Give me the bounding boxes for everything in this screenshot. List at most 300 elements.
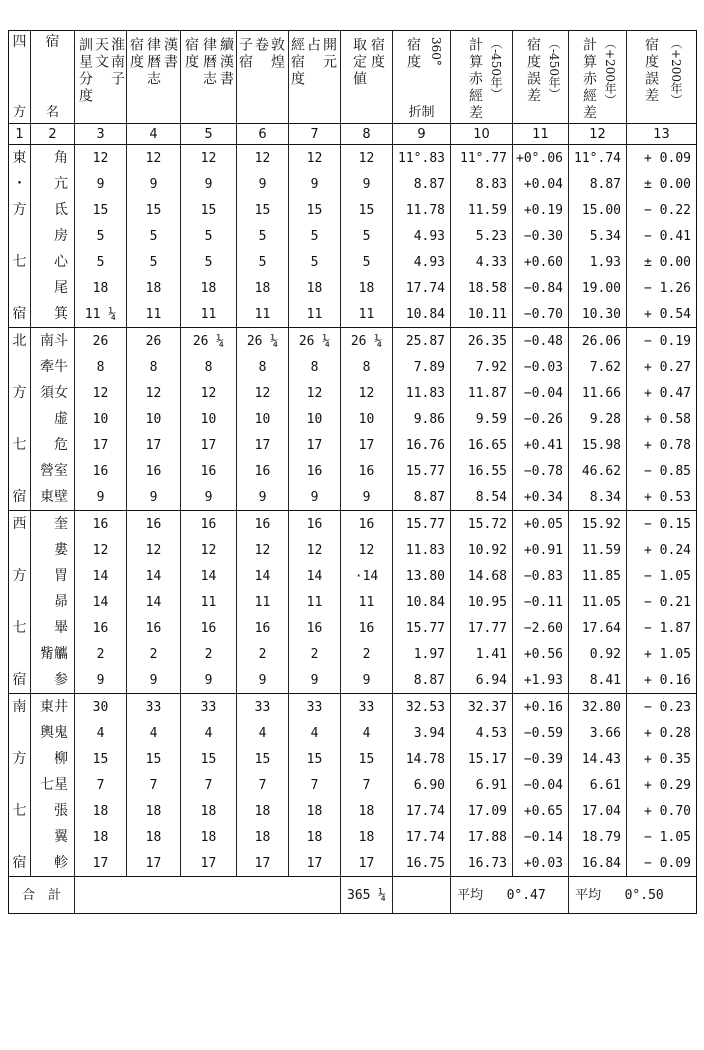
- value-cell-c8: 11: [341, 301, 393, 328]
- value-cell-c4: 4: [127, 720, 181, 746]
- lodge-name-cell: 東壁: [31, 484, 75, 511]
- value-cell-c6: 15: [237, 197, 289, 223]
- value-cell-c4: 18: [127, 824, 181, 850]
- value-cell-c10: 8.83: [451, 171, 513, 197]
- value-cell-c11: −2.60: [513, 615, 569, 641]
- value-cell-c5: 5: [181, 249, 237, 275]
- value-cell-c8: 5: [341, 223, 393, 249]
- value-cell-c8: 12: [341, 537, 393, 563]
- column-number: 13: [627, 124, 697, 145]
- lodge-name-cell: 觜觿: [31, 641, 75, 667]
- value-cell-c10: 11.87: [451, 380, 513, 406]
- value-cell-c5: 17: [181, 850, 237, 877]
- value-cell-c11: +0.03: [513, 850, 569, 877]
- direction-cell: 七: [9, 432, 31, 458]
- value-cell-c4: 5: [127, 223, 181, 249]
- value-cell-c6: 5: [237, 223, 289, 249]
- table-row: [9, 667, 697, 694]
- value-cell-c13: − 0.19: [627, 328, 697, 355]
- value-cell-c5: 7: [181, 772, 237, 798]
- lodge-name-cell: 張: [31, 798, 75, 824]
- header-360-conversion: 宿度 360° 折制: [393, 31, 451, 124]
- value-cell-c13: + 0.70: [627, 798, 697, 824]
- value-cell-c4: 12: [127, 145, 181, 172]
- value-cell-c9: 16.76: [393, 432, 451, 458]
- value-cell-c11: +0.04: [513, 171, 569, 197]
- value-cell-c9: 3.94: [393, 720, 451, 746]
- table-row: [9, 458, 697, 484]
- header-calc-ra-200: 計算赤經差 （+200年）: [569, 31, 627, 124]
- value-cell-c5: 33: [181, 694, 237, 721]
- value-cell-c7: 9: [289, 484, 341, 511]
- value-cell-c10: 6.94: [451, 667, 513, 694]
- value-cell-c11: −0.83: [513, 563, 569, 589]
- value-cell-c13: ± 0.00: [627, 249, 697, 275]
- value-cell-c4: 26: [127, 328, 181, 355]
- value-cell-c11: −0.14: [513, 824, 569, 850]
- lodge-name-cell: 南斗: [31, 328, 75, 355]
- avg-label-450: 平均: [457, 887, 484, 903]
- value-cell-c4: 17: [127, 850, 181, 877]
- value-cell-c12: 15.92: [569, 511, 627, 538]
- value-cell-c11: −0.48: [513, 328, 569, 355]
- value-cell-c8: 7: [341, 772, 393, 798]
- lodge-name-cell: 營室: [31, 458, 75, 484]
- value-cell-c12: 11.59: [569, 537, 627, 563]
- value-cell-c3: 16: [75, 511, 127, 538]
- value-cell-c7: 17: [289, 850, 341, 877]
- avg-value-200: 0°.50: [624, 887, 664, 903]
- value-cell-c6: 4: [237, 720, 289, 746]
- value-cell-c10: 7.92: [451, 354, 513, 380]
- value-cell-c13: − 0.41: [627, 223, 697, 249]
- value-cell-c11: +0.60: [513, 249, 569, 275]
- value-cell-c7: 11: [289, 589, 341, 615]
- value-cell-c7: 16: [289, 458, 341, 484]
- value-cell-c6: 16: [237, 511, 289, 538]
- value-cell-c10: 26.35: [451, 328, 513, 355]
- value-cell-c10: 16.65: [451, 432, 513, 458]
- column-number: 2: [31, 124, 75, 145]
- value-cell-c6: 26 ¼: [237, 328, 289, 355]
- table-row: [9, 432, 697, 458]
- value-cell-c7: 14: [289, 563, 341, 589]
- value-cell-c13: − 0.85: [627, 458, 697, 484]
- lodge-name-cell: 角: [31, 145, 75, 172]
- table-row: [9, 301, 697, 328]
- value-cell-c3: 12: [75, 145, 127, 172]
- value-cell-c8: ·14: [341, 563, 393, 589]
- value-cell-c11: +0.05: [513, 511, 569, 538]
- value-cell-c13: + 0.35: [627, 746, 697, 772]
- direction-cell: 七: [9, 615, 31, 641]
- value-cell-c7: 26 ¼: [289, 328, 341, 355]
- value-cell-c8: 9: [341, 484, 393, 511]
- value-cell-c6: 7: [237, 772, 289, 798]
- total-empty: [75, 877, 341, 914]
- table-row: [9, 772, 697, 798]
- value-cell-c4: 15: [127, 746, 181, 772]
- value-cell-c12: 17.64: [569, 615, 627, 641]
- lodge-name-cell: 昴: [31, 589, 75, 615]
- value-cell-c9: 13.80: [393, 563, 451, 589]
- value-cell-c12: 1.93: [569, 249, 627, 275]
- value-cell-c7: 10: [289, 406, 341, 432]
- value-cell-c5: 26 ¼: [181, 328, 237, 355]
- value-cell-c3: 16: [75, 458, 127, 484]
- value-cell-c3: 30: [75, 694, 127, 721]
- value-cell-c12: 16.84: [569, 850, 627, 877]
- value-cell-c13: + 0.28: [627, 720, 697, 746]
- direction-cell: 宿: [9, 301, 31, 328]
- value-cell-c7: 18: [289, 275, 341, 301]
- value-cell-c12: 18.79: [569, 824, 627, 850]
- value-cell-c10: 11°.77: [451, 145, 513, 172]
- column-number: 3: [75, 124, 127, 145]
- value-cell-c5: 11: [181, 301, 237, 328]
- value-cell-c5: 9: [181, 484, 237, 511]
- value-cell-c10: 4.53: [451, 720, 513, 746]
- direction-cell: [9, 275, 31, 301]
- header-calc-ra-450: 計算赤經差 （-450年）: [451, 31, 513, 124]
- table-row: [9, 380, 697, 406]
- column-number: 1: [9, 124, 31, 145]
- value-cell-c13: + 0.54: [627, 301, 697, 328]
- value-cell-c12: 6.61: [569, 772, 627, 798]
- direction-cell: 方: [9, 563, 31, 589]
- value-cell-c13: − 1.05: [627, 824, 697, 850]
- value-cell-c3: 5: [75, 223, 127, 249]
- value-cell-c3: 18: [75, 275, 127, 301]
- table-row: [9, 537, 697, 563]
- value-cell-c8: 15: [341, 197, 393, 223]
- value-cell-c11: −0.70: [513, 301, 569, 328]
- value-cell-c10: 9.59: [451, 406, 513, 432]
- value-cell-c9: 4.93: [393, 249, 451, 275]
- value-cell-c8: 17: [341, 850, 393, 877]
- value-cell-c10: 5.23: [451, 223, 513, 249]
- value-cell-c11: −0.30: [513, 223, 569, 249]
- direction-cell: [9, 824, 31, 850]
- value-cell-c9: 11°.83: [393, 145, 451, 172]
- lodge-name-cell: 虚: [31, 406, 75, 432]
- lodge-name-cell: 須女: [31, 380, 75, 406]
- table-row: [9, 694, 697, 721]
- table-row: [9, 197, 697, 223]
- value-cell-c12: 15.98: [569, 432, 627, 458]
- value-cell-c10: 15.17: [451, 746, 513, 772]
- value-cell-c5: 4: [181, 720, 237, 746]
- value-cell-c9: 11.78: [393, 197, 451, 223]
- value-cell-c6: 14: [237, 563, 289, 589]
- value-cell-c13: + 0.27: [627, 354, 697, 380]
- value-cell-c9: 15.77: [393, 511, 451, 538]
- value-cell-c5: 11: [181, 589, 237, 615]
- value-cell-c7: 2: [289, 641, 341, 667]
- value-cell-c3: 18: [75, 824, 127, 850]
- column-number: 9: [393, 124, 451, 145]
- value-cell-c4: 9: [127, 171, 181, 197]
- value-cell-c13: + 0.09: [627, 145, 697, 172]
- header-adopted-value: 宿度 取定値: [341, 31, 393, 124]
- value-cell-c10: 10.95: [451, 589, 513, 615]
- value-cell-c11: +0°.06: [513, 145, 569, 172]
- lodge-name-cell: 輿鬼: [31, 720, 75, 746]
- lodge-name-cell: 危: [31, 432, 75, 458]
- header-hanshu: 漢書 律暦志 宿度: [127, 31, 181, 124]
- table-row: [9, 171, 697, 197]
- value-cell-c10: 10.11: [451, 301, 513, 328]
- value-cell-c4: 33: [127, 694, 181, 721]
- value-cell-c6: 16: [237, 615, 289, 641]
- value-cell-c10: 6.91: [451, 772, 513, 798]
- table-row: [9, 615, 697, 641]
- value-cell-c9: 7.89: [393, 354, 451, 380]
- value-cell-c13: ± 0.00: [627, 171, 697, 197]
- value-cell-c7: 16: [289, 615, 341, 641]
- value-cell-c13: + 0.16: [627, 667, 697, 694]
- value-cell-c5: 5: [181, 223, 237, 249]
- value-cell-c9: 10.84: [393, 589, 451, 615]
- value-cell-c4: 16: [127, 615, 181, 641]
- table-row: [9, 223, 697, 249]
- value-cell-c13: − 1.26: [627, 275, 697, 301]
- header-huainanzi: 淮南子 天文 訓星分度: [75, 31, 127, 124]
- value-cell-c3: 9: [75, 484, 127, 511]
- value-cell-c12: 0.92: [569, 641, 627, 667]
- value-cell-c5: 9: [181, 171, 237, 197]
- value-cell-c7: 18: [289, 824, 341, 850]
- value-cell-c7: 5: [289, 249, 341, 275]
- value-cell-c10: 17.88: [451, 824, 513, 850]
- value-cell-c9: 17.74: [393, 798, 451, 824]
- value-cell-c4: 8: [127, 354, 181, 380]
- table-row: [9, 720, 697, 746]
- header-kaiyuan: 開元 占 經宿度: [289, 31, 341, 124]
- direction-cell: [9, 772, 31, 798]
- value-cell-c11: +0.16: [513, 694, 569, 721]
- value-cell-c12: 8.41: [569, 667, 627, 694]
- total-row: [9, 877, 697, 914]
- value-cell-c10: 32.37: [451, 694, 513, 721]
- value-cell-c12: 11°.74: [569, 145, 627, 172]
- value-cell-c4: 14: [127, 589, 181, 615]
- value-cell-c10: 17.77: [451, 615, 513, 641]
- direction-cell: 南: [9, 694, 31, 721]
- value-cell-c12: 7.62: [569, 354, 627, 380]
- value-cell-c5: 15: [181, 197, 237, 223]
- value-cell-c11: +0.56: [513, 641, 569, 667]
- value-cell-c12: 14.43: [569, 746, 627, 772]
- avg-value-450: 0°.47: [506, 887, 546, 903]
- value-cell-c3: 14: [75, 589, 127, 615]
- value-cell-c13: − 0.15: [627, 511, 697, 538]
- value-cell-c8: 9: [341, 667, 393, 694]
- value-cell-c6: 9: [237, 484, 289, 511]
- value-cell-c11: +0.19: [513, 197, 569, 223]
- star-lodge-table: [8, 30, 697, 877]
- value-cell-c8: 16: [341, 511, 393, 538]
- value-cell-c7: 7: [289, 772, 341, 798]
- value-cell-c10: 8.54: [451, 484, 513, 511]
- column-number: 4: [127, 124, 181, 145]
- value-cell-c9: 17.74: [393, 275, 451, 301]
- direction-cell: [9, 537, 31, 563]
- value-cell-c6: 17: [237, 850, 289, 877]
- value-cell-c8: 18: [341, 798, 393, 824]
- value-cell-c13: + 0.78: [627, 432, 697, 458]
- value-cell-c9: 11.83: [393, 380, 451, 406]
- table-row: [9, 354, 697, 380]
- value-cell-c6: 33: [237, 694, 289, 721]
- total-empty-9: [393, 877, 451, 914]
- value-cell-c8: 11: [341, 589, 393, 615]
- value-cell-c9: 25.87: [393, 328, 451, 355]
- value-cell-c3: 15: [75, 197, 127, 223]
- value-cell-c11: −0.84: [513, 275, 569, 301]
- column-number: 6: [237, 124, 289, 145]
- value-cell-c13: − 0.22: [627, 197, 697, 223]
- value-cell-c11: +0.34: [513, 484, 569, 511]
- value-cell-c5: 18: [181, 798, 237, 824]
- value-cell-c9: 17.74: [393, 824, 451, 850]
- direction-cell: 東: [9, 145, 31, 172]
- header-error-450: 宿度誤差 （-450年）: [513, 31, 569, 124]
- value-cell-c6: 18: [237, 824, 289, 850]
- lodge-name-cell: 参: [31, 667, 75, 694]
- total-table: [8, 876, 697, 914]
- value-cell-c4: 18: [127, 798, 181, 824]
- value-cell-c10: 18.58: [451, 275, 513, 301]
- value-cell-c9: 8.87: [393, 484, 451, 511]
- table-row: [9, 563, 697, 589]
- value-cell-c5: 9: [181, 667, 237, 694]
- value-cell-c10: 15.72: [451, 511, 513, 538]
- direction-cell: 方: [9, 197, 31, 223]
- value-cell-c7: 12: [289, 380, 341, 406]
- value-cell-c11: −0.78: [513, 458, 569, 484]
- lodge-name-cell: 軫: [31, 850, 75, 877]
- column-number: 11: [513, 124, 569, 145]
- value-cell-c11: +0.41: [513, 432, 569, 458]
- value-cell-c6: 5: [237, 249, 289, 275]
- value-cell-c8: 12: [341, 380, 393, 406]
- value-cell-c10: 10.92: [451, 537, 513, 563]
- value-cell-c3: 11 ¼: [75, 301, 127, 328]
- value-cell-c8: 12: [341, 145, 393, 172]
- value-cell-c12: 9.28: [569, 406, 627, 432]
- value-cell-c11: −0.26: [513, 406, 569, 432]
- table-row: [9, 249, 697, 275]
- header-row: [9, 31, 697, 124]
- value-cell-c5: 12: [181, 537, 237, 563]
- value-cell-c9: 15.77: [393, 458, 451, 484]
- lodge-name-cell: 箕: [31, 301, 75, 328]
- value-cell-c3: 16: [75, 615, 127, 641]
- value-cell-c8: 18: [341, 275, 393, 301]
- value-cell-c4: 9: [127, 484, 181, 511]
- value-cell-c8: 4: [341, 720, 393, 746]
- value-cell-c3: 5: [75, 249, 127, 275]
- value-cell-c11: −0.04: [513, 380, 569, 406]
- avg-label-200: 平均: [575, 887, 602, 903]
- value-cell-c13: − 0.09: [627, 850, 697, 877]
- column-number: 10: [451, 124, 513, 145]
- lodge-name-cell: 翼: [31, 824, 75, 850]
- header-direction: 四 方: [9, 31, 31, 124]
- value-cell-c7: 4: [289, 720, 341, 746]
- value-cell-c9: 8.87: [393, 171, 451, 197]
- value-cell-c3: 14: [75, 563, 127, 589]
- direction-cell: 方: [9, 746, 31, 772]
- lodge-name-cell: 奎: [31, 511, 75, 538]
- direction-cell: 七: [9, 249, 31, 275]
- value-cell-c10: 14.68: [451, 563, 513, 589]
- value-cell-c12: 11.66: [569, 380, 627, 406]
- value-cell-c8: 5: [341, 249, 393, 275]
- lodge-name-cell: 畢: [31, 615, 75, 641]
- value-cell-c7: 15: [289, 746, 341, 772]
- lodge-name-cell: 胃: [31, 563, 75, 589]
- value-cell-c13: + 0.53: [627, 484, 697, 511]
- value-cell-c4: 12: [127, 380, 181, 406]
- table-row: [9, 328, 697, 355]
- total-avg-200: [569, 877, 697, 914]
- total-label: 合 計: [9, 877, 75, 914]
- value-cell-c13: + 0.29: [627, 772, 697, 798]
- value-cell-c12: 17.04: [569, 798, 627, 824]
- header-error-200: 宿度誤差 （+200年）: [627, 31, 697, 124]
- value-cell-c5: 16: [181, 458, 237, 484]
- value-cell-c6: 12: [237, 145, 289, 172]
- value-cell-c11: +1.93: [513, 667, 569, 694]
- value-cell-c4: 18: [127, 275, 181, 301]
- value-cell-c8: 8: [341, 354, 393, 380]
- table-row: [9, 798, 697, 824]
- value-cell-c8: 16: [341, 615, 393, 641]
- value-cell-c5: 18: [181, 275, 237, 301]
- total-avg-450: [451, 877, 569, 914]
- value-cell-c12: 5.34: [569, 223, 627, 249]
- value-cell-c4: 15: [127, 197, 181, 223]
- value-cell-c8: 2: [341, 641, 393, 667]
- value-cell-c8: 26 ¼: [341, 328, 393, 355]
- value-cell-c6: 18: [237, 275, 289, 301]
- value-cell-c13: + 0.58: [627, 406, 697, 432]
- value-cell-c5: 10: [181, 406, 237, 432]
- value-cell-c12: 8.34: [569, 484, 627, 511]
- value-cell-c9: 11.83: [393, 537, 451, 563]
- value-cell-c11: +0.65: [513, 798, 569, 824]
- value-cell-c3: 4: [75, 720, 127, 746]
- header-lodge-name: 宿 名: [31, 31, 75, 124]
- value-cell-c10: 17.09: [451, 798, 513, 824]
- header-dunhuang: 敦煌 卷 子宿: [237, 31, 289, 124]
- value-cell-c3: 2: [75, 641, 127, 667]
- column-number: 7: [289, 124, 341, 145]
- value-cell-c12: 26.06: [569, 328, 627, 355]
- value-cell-c8: 15: [341, 746, 393, 772]
- direction-cell: [9, 458, 31, 484]
- direction-cell: [9, 223, 31, 249]
- value-cell-c9: 16.75: [393, 850, 451, 877]
- table-row: [9, 406, 697, 432]
- value-cell-c4: 5: [127, 249, 181, 275]
- table-row: [9, 746, 697, 772]
- lodge-name-cell: 牽牛: [31, 354, 75, 380]
- lodge-name-cell: 尾: [31, 275, 75, 301]
- value-cell-c6: 9: [237, 171, 289, 197]
